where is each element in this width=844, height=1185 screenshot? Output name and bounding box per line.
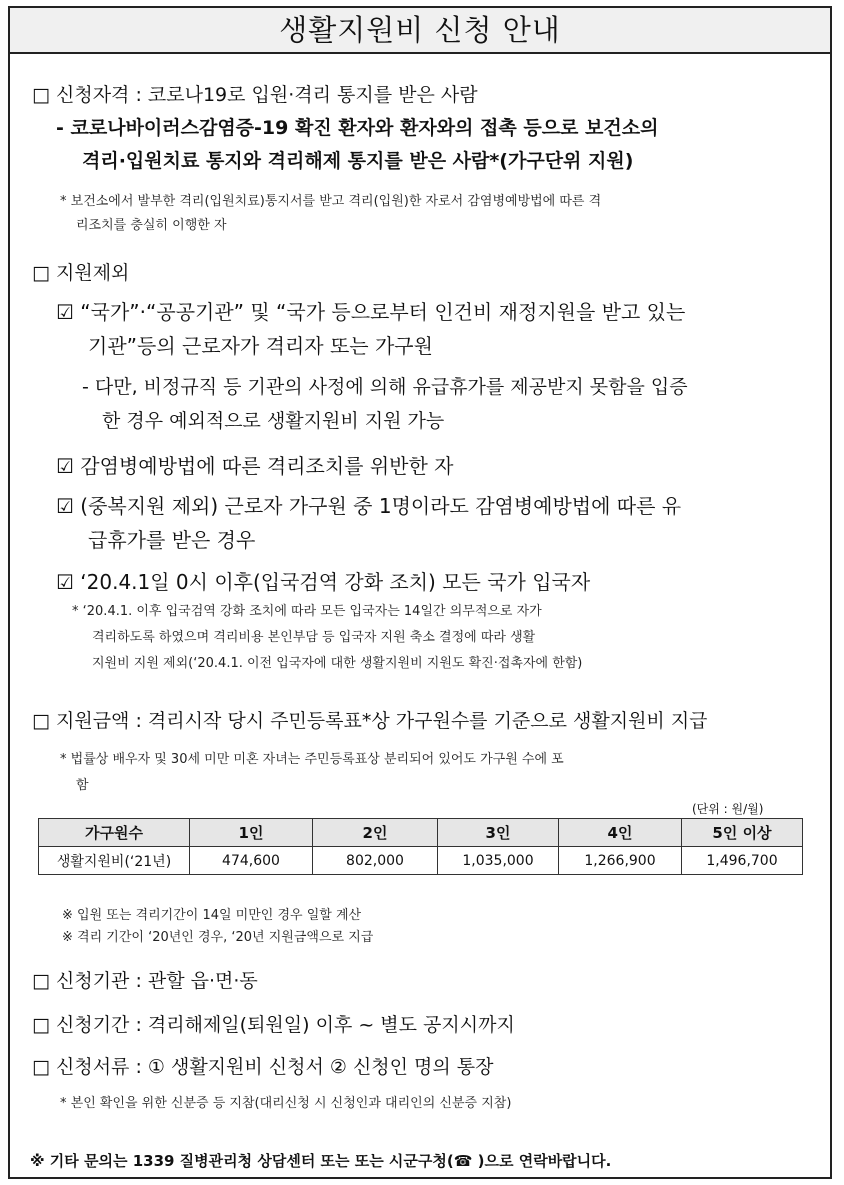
amount-unit: (단위 : 원/월) <box>692 802 764 816</box>
amount-note-1: * 법률상 배우자 및 30세 미만 미혼 자녀는 주민등록표상 분리되어 있어도 가구원 수에 포 <box>60 752 564 767</box>
eligibility-line2: 격리·입원치료 통지와 격리해제 통지를 받은 사람*(가구단위 지원) <box>82 150 634 172</box>
table-header-row <box>39 819 803 847</box>
table-cell: 1,496,700 <box>682 847 803 875</box>
exclusion-heading: □ 지원제외 <box>32 262 130 284</box>
amount-footnote-1: ※ 입원 또는 격리기간이 14일 미만인 경우 일할 계산 <box>62 908 362 923</box>
exclusion-item-4-note-1: * ‘20.4.1. 이후 입국검역 강화 조치에 따라 모든 입국자는 14일간 의무적으로 자가 <box>72 604 542 619</box>
contact-line: ※ 기타 문의는 1339 질병관리청 상담센터 또는 또는 시군구청(☎ )으로 연락바랍니다. <box>30 1152 612 1170</box>
eligibility-heading: □ 신청자격 : 코로나19로 입원·격리 통지를 받은 사람 <box>32 84 478 106</box>
exclusion-item-1-sub-line2: 한 경우 예외적으로 생활지원비 지원 가능 <box>102 410 445 432</box>
table-header: 2인 <box>313 819 438 847</box>
amount-note-2: 함 <box>76 778 89 793</box>
exclusion-item-1-line2: 기관”등의 근로자가 격리자 또는 가구원 <box>88 334 433 358</box>
exclusion-item-4: ☑ ‘20.4.1일 0시 이후(입국검역 강화 조치) 모든 국가 입국자 <box>56 570 591 594</box>
table-header: 3인 <box>438 819 559 847</box>
amount-heading: □ 지원금액 : 격리시작 당시 주민등록표*상 가구원수를 기준으로 생활지원비 지급 <box>32 710 708 732</box>
table-cell: 474,600 <box>190 847 313 875</box>
eligibility-note-2: 리조치를 충실히 이행한 자 <box>76 218 227 233</box>
table-cell: 802,000 <box>313 847 438 875</box>
exclusion-item-4-note-3: 지원비 지원 제외(‘20.4.1. 이전 입국자에 대한 생활지원비 지원도 확진·접촉자에 한함) <box>92 656 583 671</box>
period-line: □ 신청기간 : 격리해제일(퇴원일) 이후 ~ 별도 공지시까지 <box>32 1014 515 1036</box>
table-header: 4인 <box>559 819 682 847</box>
amount-footnote-2: ※ 격리 기간이 ‘20년인 경우, ‘20년 지원금액으로 지급 <box>62 930 374 945</box>
exclusion-item-3-line1: ☑ (중복지원 제외) 근로자 가구원 중 1명이라도 감염병예방법에 따른 유 <box>56 494 682 518</box>
page-title: 생활지원비 신청 안내 <box>10 8 830 54</box>
exclusion-item-1-line1: ☑ “국가”·“공공기관” 및 “국가 등으로부터 인건비 재정지원을 받고 있는 <box>56 300 686 324</box>
table-header: 1인 <box>190 819 313 847</box>
amount-table <box>38 818 803 875</box>
documents-note: * 본인 확인을 위한 신분증 등 지참(대리신청 시 신청인과 대리인의 신분증 지참) <box>60 1096 512 1111</box>
table-cell: 생활지원비(‘21년) <box>39 847 190 875</box>
exclusion-item-3-line2: 급휴가를 받은 경우 <box>88 528 256 552</box>
table-cell: 1,266,900 <box>559 847 682 875</box>
table-cell: 1,035,000 <box>438 847 559 875</box>
eligibility-line1: - 코로나바이러스감염증-19 확진 환자와 환자와의 접촉 등으로 보건소의 <box>56 117 659 139</box>
table-header: 5인 이상 <box>682 819 803 847</box>
table-header: 가구원수 <box>39 819 190 847</box>
exclusion-item-4-note-2: 격리하도록 하였으며 격리비용 본인부담 등 입국자 지원 축소 결정에 따라 생활 <box>92 630 536 645</box>
exclusion-item-1-sub-line1: - 다만, 비정규직 등 기관의 사정에 의해 유급휴가를 제공받지 못함을 입증 <box>82 376 688 398</box>
documents-line: □ 신청서류 : ① 생활지원비 신청서 ② 신청인 명의 통장 <box>32 1056 494 1078</box>
agency-line: □ 신청기관 : 관할 읍·면·동 <box>32 970 258 992</box>
exclusion-item-2: ☑ 감염병예방법에 따른 격리조치를 위반한 자 <box>56 454 454 478</box>
eligibility-note-1: * 보건소에서 발부한 격리(입원치료)통지서를 받고 격리(입원)한 자로서 감염병예방법에 따른 격 <box>60 194 602 209</box>
table-row <box>39 847 803 875</box>
